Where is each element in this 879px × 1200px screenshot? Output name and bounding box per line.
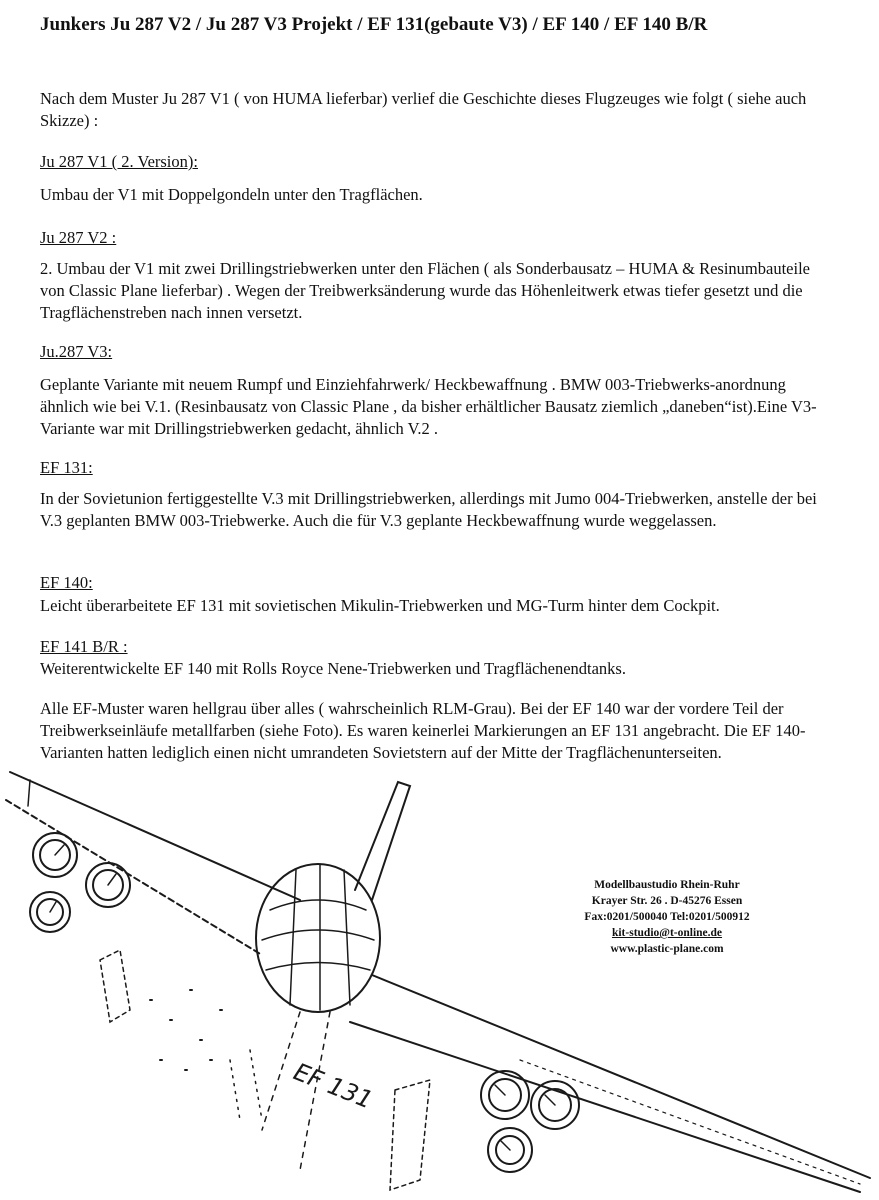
- fuselage-forward: [355, 782, 410, 900]
- contact-web-link[interactable]: www.plastic-plane.com: [610, 943, 724, 955]
- section-heading-ju287-v1: Ju 287 V1 ( 2. Version):: [40, 152, 198, 171]
- right-wing-leading-edge: [372, 975, 870, 1178]
- section-text-ju287-v1: Umbau der V1 mit Doppelgondeln unter den Tragflächen.: [40, 185, 423, 204]
- contact-block: [556, 877, 778, 957]
- section-heading-ef131: EF 131:: [40, 458, 93, 477]
- section-text-ju287-v2: 2. Umbau der V1 mit zwei Drillingstriebwerken unter den Flächen ( als Sonderbausatz – HUMA & Resinumbauteile von Classic Plane lieferbar) . Wegen der Treibwerksänderung wurde das Höhenleitwerk etwas tiefer gesetzt und die Tragflächenstreben nach innen versetzt.: [40, 259, 810, 322]
- section-text-ju287-v3: Geplante Variante mit neuem Rumpf und Einziehfahrwerk/ Heckbewaffnung . BMW 003-Triebwerks-anordnung ähnlich wie bei V.1. (Resinbausatz von Classic Plane , da bisher erhältlicher Bausatz ziemlich „daneben“ist).Eine V3-Variante war mit Drillingstriebwerken gedacht, ähnlich V.2 .: [40, 375, 817, 438]
- section-heading-ef141: EF 141 B/R :: [40, 637, 128, 656]
- glazed-nose: [256, 864, 380, 1012]
- contact-address: Krayer Str. 26 . D-45276 Essen: [591, 895, 743, 907]
- contact-phone: Fax:0201/500040 Tel:0201/500912: [584, 911, 750, 923]
- section-heading-ef140: EF 140:: [40, 573, 93, 592]
- intro-paragraph: Nach dem Muster Ju 287 V1 ( von HUMA lieferbar) verlief die Geschichte dieses Flugzeuges wie folgt ( siehe auch Skizze) :: [40, 89, 807, 130]
- left-wing-leading-edge: [10, 772, 300, 900]
- section-text-ef131: In der Sovietunion fertiggestellte V.3 mit Drillingstriebwerken, allerdings mit Jumo 004-Triebwerken, anstelle der bei V.3 geplanten BMW 003-Triebwerke. Auch die für V.3 geplante Heckbewaffnung wurde weggelassen.: [40, 489, 817, 530]
- aircraft-sketch: [0, 760, 879, 1200]
- section-text-ef141: Weiterentwickelte EF 140 mit Rolls Royce Nene-Triebwerken und Tragflächenendtanks.: [40, 659, 626, 678]
- sketch-label-ef131: EF 131: [289, 1057, 377, 1115]
- section-heading-ju287-v3: Ju.287 V3:: [40, 342, 113, 361]
- section-heading-ju287-v2: Ju 287 V2 :: [40, 228, 117, 247]
- closing-paragraph: Alle EF-Muster waren hellgrau über alles ( wahrscheinlich RLM-Grau). Bei der EF 140 war der vordere Teil der Treibwerkseinläufe metallfarben (siehe Foto). Es waren keinerlei Markierungen an EF 131 angebracht. Die EF 140-Varianten hatten lediglich einen nicht umrandeten Sovietstern auf der Mitte der Tragflächenunterseiten.: [40, 699, 806, 762]
- contact-email-link[interactable]: kit-studio@t-online.de: [611, 927, 723, 939]
- right-wing-trailing-edge: [350, 1022, 860, 1192]
- section-text-ef140: Leicht überarbeitete EF 131 mit sovietischen Mikulin-Triebwerken und MG-Turm hinter dem Cockpit.: [40, 596, 720, 615]
- page-title: Junkers Ju 287 V2 / Ju 287 V3 Projekt / EF 131(gebaute V3) / EF 140 / EF 140 B/R: [40, 14, 708, 35]
- left-engine-pods: [30, 833, 130, 932]
- right-engine-pods: [481, 1071, 579, 1172]
- contact-company: Modellbaustudio Rhein-Ruhr: [594, 879, 740, 891]
